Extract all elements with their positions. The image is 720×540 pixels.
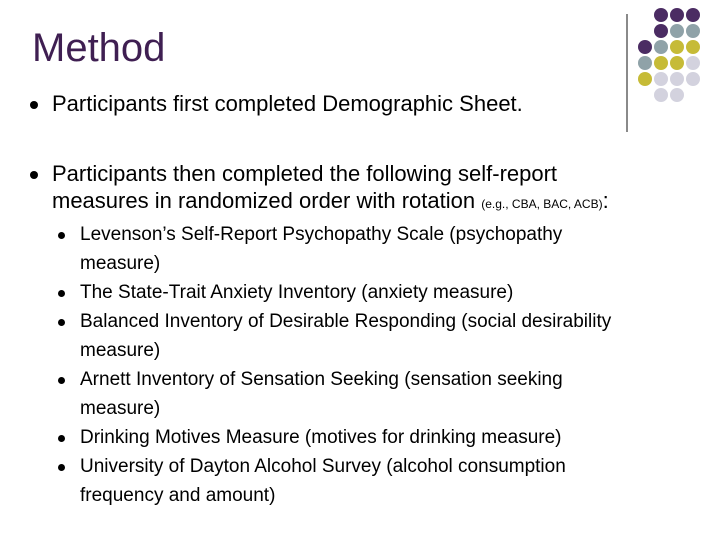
decor-dot <box>654 72 668 86</box>
bullet-dot-icon <box>58 319 65 326</box>
decor-dot <box>638 24 652 38</box>
sub-bullet-text: Drinking Motives Measure (motives for drinking measure) <box>80 427 562 448</box>
sub-bullet-text: The State-Trait Anxiety Inventory (anxiety measure) <box>80 282 514 303</box>
decor-dot <box>670 72 684 86</box>
bullet-text: Participants first completed Demographic Sheet. <box>52 91 523 116</box>
sub-bullet-text: Levenson’s Self-Report Psychopathy Scale (psychopathy <box>80 224 563 245</box>
decor-dot <box>638 72 652 86</box>
decor-dot <box>638 40 652 54</box>
sub-bullet-text: University of Dayton Alcohol Survey (alcohol consumption <box>80 456 566 477</box>
decor-dot <box>686 24 700 38</box>
bullet-text-line1: Participants then completed the following self-report <box>52 161 558 186</box>
sub-bullet-text: measure) <box>80 398 161 419</box>
bullet-dot-icon <box>58 377 65 384</box>
decor-dot <box>638 56 652 70</box>
decor-dot <box>686 72 700 86</box>
slide-title: Method <box>32 26 166 70</box>
sub-bullet-text: measure) <box>80 253 161 274</box>
bullet-dot-icon <box>58 464 65 471</box>
decor-dot <box>638 8 652 22</box>
decor-dot <box>686 56 700 70</box>
bullet-dot-icon <box>30 171 38 179</box>
decor-dot <box>670 8 684 22</box>
bullet-text-example: (e.g., CBA, BAC, ACB) <box>481 197 603 211</box>
sub-bullet-text: frequency and amount) <box>80 485 276 506</box>
bullet-dot-icon <box>58 232 65 239</box>
decorative-dot-grid <box>638 8 701 103</box>
bullet-text-main: measures in randomized order with rotation <box>52 188 482 213</box>
sub-bullet-text: Balanced Inventory of Desirable Responding (social desirability <box>80 311 612 332</box>
bullet-dot-icon <box>58 290 65 297</box>
decor-dot <box>654 8 668 22</box>
decor-dot <box>670 40 684 54</box>
decor-dot <box>654 40 668 54</box>
decor-dot <box>670 56 684 70</box>
bullet-text-line2 <box>52 187 692 218</box>
decor-dot <box>654 24 668 38</box>
bullet-text-colon: : <box>602 188 609 213</box>
sub-bullet-text: Arnett Inventory of Sensation Seeking (sensation seeking <box>80 369 563 390</box>
bullet-dot-icon <box>30 101 38 109</box>
sub-bullet-text: measure) <box>80 340 161 361</box>
decor-dot <box>686 40 700 54</box>
decor-dot <box>670 24 684 38</box>
bullet-dot-icon <box>58 435 65 442</box>
decor-dot <box>686 8 700 22</box>
decor-dot <box>654 56 668 70</box>
